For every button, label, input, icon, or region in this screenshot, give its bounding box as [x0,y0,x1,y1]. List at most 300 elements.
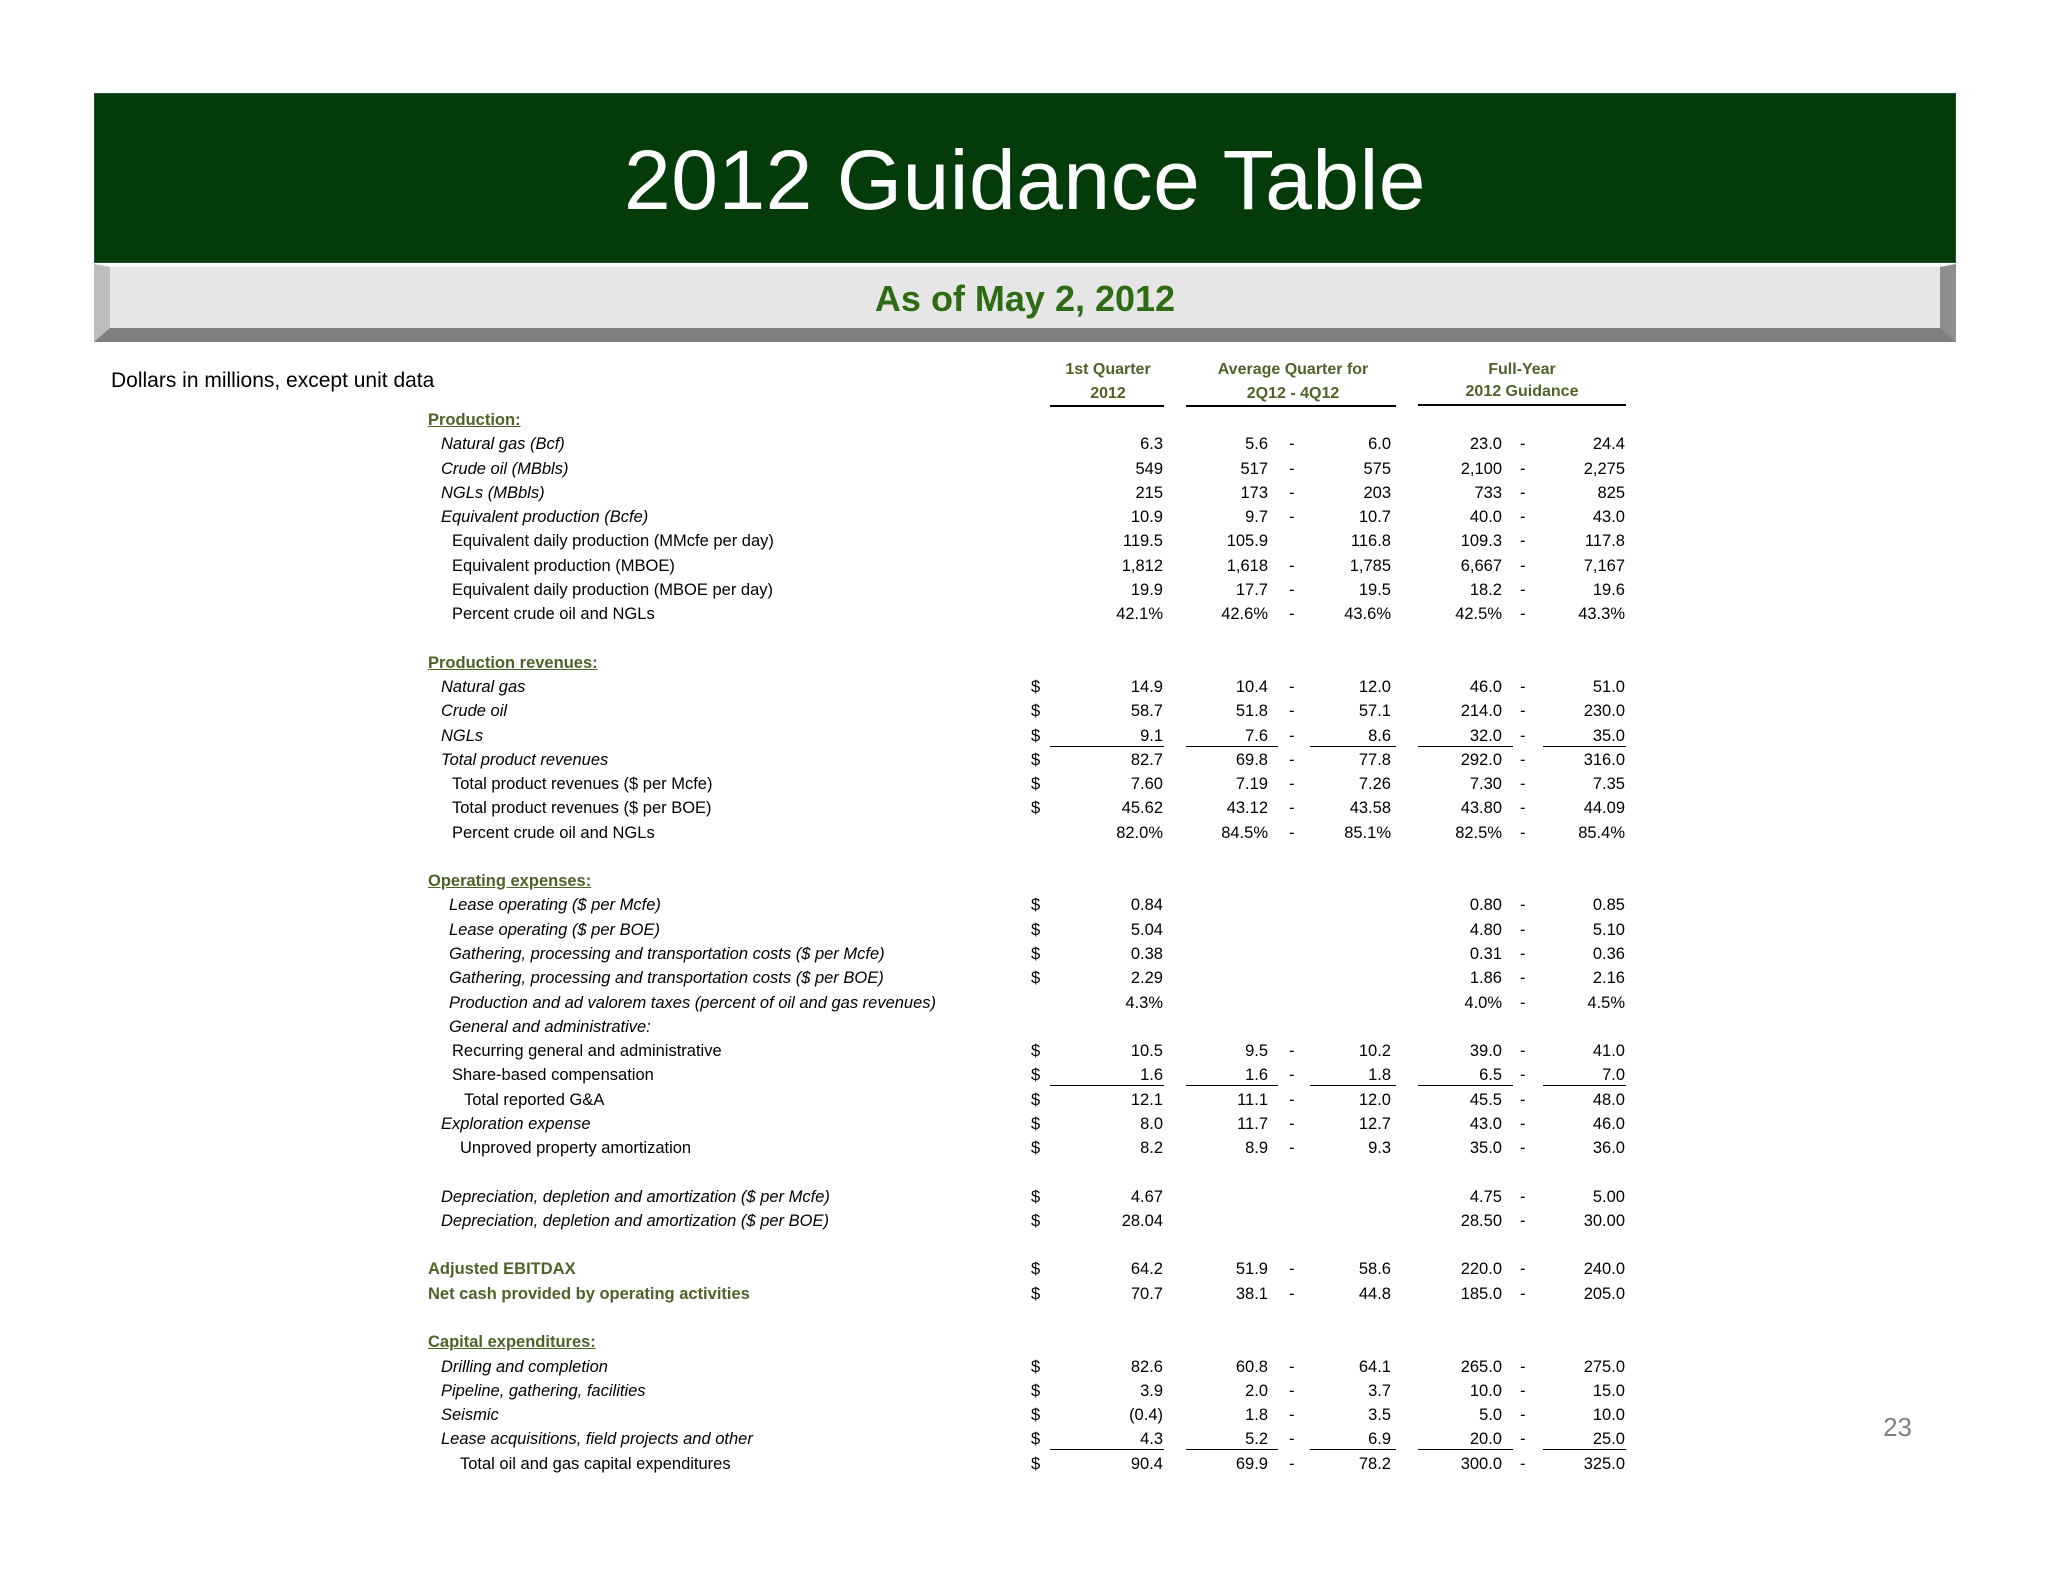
range-dash: - [1520,459,1526,478]
cell-q1-2012: 8.2 [1140,1139,1163,1158]
row-label: Lease operating ($ per Mcfe) [449,896,661,915]
range-dash: - [1520,1406,1526,1425]
range-dash: - [1289,1284,1295,1303]
subtotal-rule [1186,1449,1278,1450]
cell-fy-high: 30.00 [1583,1211,1625,1230]
cell-avg-low: 2.0 [1245,1381,1268,1400]
subtotal-rule [1310,1449,1396,1450]
cell-fy-high: 825 [1597,483,1625,502]
cell-fy-high: 7.35 [1592,775,1625,793]
subtotal-rule [1050,1449,1164,1450]
cell-q1-2012: 3.9 [1140,1381,1163,1400]
column-header-fy-line1: Full-Year [1488,361,1556,378]
cell-fy-low: 733 [1474,483,1502,502]
table-row [0,1330,2048,1354]
cell-avg-low: 173 [1240,483,1268,502]
cell-avg-high: 575 [1363,459,1391,478]
cell-fy-low: 5.0 [1479,1406,1502,1425]
row-label: Gathering, processing and transportation costs ($ per BOE) [449,969,884,988]
row-label: Percent crude oil and NGLs [452,605,655,624]
table-row [0,1063,2048,1087]
page-number: 23 [1883,1412,1912,1442]
range-dash: - [1520,1454,1526,1473]
range-dash: - [1289,726,1295,745]
cell-avg-low: 8.9 [1245,1139,1268,1158]
cell-fy-high: 35.0 [1592,726,1625,745]
subtotal-rule [1050,746,1164,747]
cell-q1-2012: (0.4) [1129,1406,1163,1425]
cell-avg-high: 7.26 [1358,775,1391,793]
dollar-sign: $ [1031,1430,1041,1449]
row-label: Equivalent production (Bcfe) [441,508,649,527]
cell-fy-low: 28.50 [1460,1211,1502,1230]
page-subtitle: As of May 2, 2012 [874,278,1176,319]
range-dash: - [1289,1406,1295,1425]
range-dash: - [1520,532,1526,551]
cell-avg-low: 7.19 [1235,775,1268,793]
column-header-avg-line1: Average Quarter for [1217,361,1369,378]
cell-fy-low: 42.5% [1455,605,1502,624]
range-dash: - [1520,969,1526,988]
table-row [0,1088,2048,1112]
cell-fy-high: 230.0 [1583,702,1625,721]
dollar-sign: $ [1031,1066,1041,1085]
cell-fy-low: 39.0 [1469,1042,1502,1060]
cell-q1-2012: 45.62 [1121,799,1163,818]
cell-q1-2012: 0.38 [1130,944,1163,963]
cell-q1-2012: 10.9 [1130,508,1163,527]
dollar-sign: $ [1031,702,1041,721]
cell-avg-low: 11.1 [1237,1090,1268,1109]
cell-avg-high: 12.0 [1358,678,1391,696]
cell-avg-low: 9.7 [1245,508,1268,527]
row-label: Natural gas [441,678,526,696]
cell-fy-high: 205.0 [1583,1284,1625,1303]
cell-fy-high: 85.4% [1578,823,1625,842]
column-header-fy-line2: 2012 Guidance [1465,383,1579,400]
cell-avg-low: 1.6 [1245,1066,1268,1085]
table-row [0,1136,2048,1160]
cell-avg-low: 517 [1240,459,1268,478]
cell-fy-low: 35.0 [1469,1139,1502,1158]
range-dash: - [1520,678,1526,696]
row-label: Exploration expense [441,1114,591,1133]
cell-fy-low: 214.0 [1460,702,1502,721]
cell-avg-high: 78.2 [1358,1454,1391,1473]
cell-fy-low: 6,667 [1460,556,1502,575]
cell-avg-low: 5.6 [1245,435,1268,454]
table-row [0,1427,2048,1451]
cell-avg-high: 44.8 [1358,1284,1391,1303]
cell-q1-2012: 82.0% [1116,823,1163,842]
cell-fy-low: 43.0 [1469,1114,1502,1133]
table-row [0,1015,2048,1039]
cell-fy-high: 240.0 [1583,1260,1625,1279]
row-label: Depreciation, depletion and amortization ($ per BOE) [441,1211,829,1230]
cell-fy-high: 7,167 [1583,556,1625,575]
cell-avg-high: 9.3 [1368,1139,1391,1158]
range-dash: - [1520,556,1526,575]
cell-avg-high: 57.1 [1358,702,1391,721]
subtotal-rule [1543,746,1626,747]
cell-avg-high: 43.6% [1344,605,1391,624]
table-row [0,457,2048,481]
cell-fy-low: 40.0 [1469,508,1502,527]
range-dash: - [1289,483,1295,502]
cell-q1-2012: 58.7 [1130,702,1163,721]
row-label: Share-based compensation [452,1066,654,1085]
range-dash: - [1520,1260,1526,1279]
cell-fy-high: 316.0 [1583,750,1625,769]
cell-avg-low: 5.2 [1245,1430,1268,1449]
range-dash: - [1289,1090,1295,1109]
range-dash: - [1520,1381,1526,1400]
cell-fy-low: 4.0% [1464,993,1502,1012]
cell-avg-high: 19.5 [1358,580,1391,599]
cell-avg-high: 6.9 [1368,1430,1391,1449]
cell-fy-low: 292.0 [1460,750,1502,769]
cell-fy-low: 220.0 [1460,1260,1502,1279]
cell-avg-high: 12.7 [1358,1114,1391,1133]
range-dash: - [1289,823,1295,842]
row-label: Depreciation, depletion and amortization ($ per Mcfe) [441,1187,830,1206]
section-heading: Production: [428,411,521,429]
range-dash: - [1520,726,1526,745]
cell-q1-2012: 8.0 [1140,1114,1163,1133]
cell-fy-low: 10.0 [1469,1381,1502,1400]
table-row [0,1452,2048,1476]
cell-avg-low: 1.8 [1245,1406,1268,1425]
subtotal-rule [1310,746,1396,747]
section-heading: Capital expenditures: [428,1333,596,1352]
row-label: Crude oil [441,702,508,721]
cell-fy-low: 18.2 [1469,580,1502,599]
cell-avg-high: 1,785 [1349,556,1391,575]
row-label: Lease operating ($ per BOE) [449,920,660,939]
dollar-sign: $ [1031,920,1041,939]
range-dash: - [1520,1139,1526,1158]
subtotal-rule [1310,1085,1396,1086]
cell-fy-low: 0.31 [1469,944,1502,963]
cell-q1-2012: 28.04 [1121,1211,1163,1230]
range-dash: - [1520,1187,1526,1206]
cell-q1-2012: 14.9 [1130,678,1163,696]
range-dash: - [1520,1211,1526,1230]
row-label: Total product revenues ($ per Mcfe) [452,775,713,793]
cell-avg-low: 9.5 [1245,1042,1268,1060]
row-label: Percent crude oil and NGLs [452,823,655,842]
row-label: Equivalent daily production (MMcfe per day) [452,532,774,551]
cell-fy-high: 41.0 [1592,1042,1625,1060]
range-dash: - [1520,775,1526,793]
cell-fy-high: 15.0 [1592,1381,1625,1400]
cell-fy-high: 5.10 [1592,920,1625,939]
cell-fy-high: 44.09 [1583,799,1625,818]
dollar-sign: $ [1031,1357,1041,1376]
row-label: Recurring general and administrative [452,1042,722,1060]
row-label: Lease acquisitions, field projects and other [441,1430,753,1449]
table-row [0,796,2048,820]
cell-avg-low: 69.8 [1235,750,1268,769]
cell-fy-high: 2.16 [1592,969,1625,988]
column-header-q1-line1: 1st Quarter [1065,361,1151,378]
cell-avg-high: 3.7 [1368,1381,1391,1400]
range-dash: - [1520,508,1526,527]
dollar-sign: $ [1031,1406,1041,1425]
cell-avg-low: 51.8 [1235,702,1268,721]
dollar-sign: $ [1031,969,1041,988]
cell-fy-high: 5.00 [1592,1187,1625,1206]
cell-fy-high: 4.5% [1587,993,1625,1012]
cell-fy-high: 275.0 [1583,1357,1625,1376]
range-dash: - [1289,1430,1295,1449]
cell-avg-low: 10.4 [1235,678,1268,696]
range-dash: - [1289,1114,1295,1133]
range-dash: - [1520,750,1526,769]
cell-avg-high: 6.0 [1368,435,1391,454]
cell-q1-2012: 10.5 [1130,1042,1163,1060]
cell-fy-low: 7.30 [1469,775,1502,793]
table-row [0,1112,2048,1136]
table-row [0,1379,2048,1403]
table-row [0,893,2048,917]
table-row [0,602,2048,626]
range-dash: - [1289,508,1295,527]
range-dash: - [1289,1260,1295,1279]
dollar-sign: $ [1031,1090,1041,1109]
cell-avg-high: 8.6 [1368,726,1391,745]
table-row [0,942,2048,966]
row-label: Natural gas (Bcf) [441,435,565,454]
cell-fy-high: 43.3% [1578,605,1625,624]
table-row [0,675,2048,699]
cell-avg-low: 17.7 [1235,580,1268,599]
table-row [0,821,2048,845]
dollar-sign: $ [1031,1284,1041,1303]
cell-fy-low: 109.3 [1460,532,1502,551]
range-dash: - [1289,605,1295,624]
range-dash: - [1289,1139,1295,1158]
range-dash: - [1520,483,1526,502]
row-label: Crude oil (MBbls) [441,459,569,478]
section-heading: Production revenues: [428,653,598,672]
row-label: Total product revenues ($ per BOE) [452,799,712,818]
cell-avg-high: 64.1 [1358,1357,1391,1376]
row-label: Gathering, processing and transportation costs ($ per Mcfe) [449,944,885,963]
cell-q1-2012: 1,812 [1121,556,1163,575]
range-dash: - [1289,580,1295,599]
cell-fy-low: 4.80 [1469,920,1502,939]
range-dash: - [1289,775,1295,793]
dollar-sign: $ [1031,1260,1041,1279]
cell-avg-low: 7.6 [1245,726,1268,745]
cell-avg-low: 38.1 [1235,1284,1268,1303]
cell-fy-high: 0.85 [1592,896,1625,915]
range-dash: - [1289,1381,1295,1400]
table-row [0,869,2048,893]
range-dash: - [1289,459,1295,478]
range-dash: - [1520,1357,1526,1376]
range-dash: - [1520,702,1526,721]
row-label: Adjusted EBITDAX [428,1260,576,1279]
table-row [0,1355,2048,1379]
cell-avg-high: 43.58 [1349,799,1391,818]
column-header-q1-rule [1050,405,1164,407]
range-dash: - [1520,1284,1526,1303]
cell-avg-low: 42.6% [1221,605,1268,624]
range-dash: - [1289,678,1295,696]
cell-fy-low: 2,100 [1460,459,1502,478]
range-dash: - [1520,993,1526,1012]
cell-q1-2012: 70.7 [1130,1284,1163,1303]
cell-avg-high: 77.8 [1358,750,1391,769]
cell-fy-high: 51.0 [1592,678,1625,696]
cell-fy-low: 46.0 [1469,678,1502,696]
subtitle-banner [94,264,1956,342]
row-label: NGLs [441,726,484,745]
cell-fy-high: 46.0 [1592,1114,1625,1133]
row-label: Total product revenues [441,750,609,769]
subtotal-rule [1543,1085,1626,1086]
cell-avg-low: 105.9 [1226,532,1268,551]
table-row [0,408,2048,432]
cell-fy-high: 43.0 [1592,508,1625,527]
range-dash: - [1520,944,1526,963]
range-dash: - [1289,435,1295,454]
range-dash: - [1520,799,1526,818]
cell-fy-low: 1.86 [1469,969,1502,988]
row-label: Seismic [441,1406,499,1425]
cell-avg-low: 1,618 [1226,556,1268,575]
column-header-q1-line2: 2012 [1090,385,1126,402]
cell-avg-low: 84.5% [1221,823,1268,842]
table-row [0,481,2048,505]
row-label: Equivalent daily production (MBOE per day) [452,580,773,599]
cell-avg-high: 1.8 [1368,1066,1391,1085]
dollar-sign: $ [1031,726,1041,745]
table-row [0,1039,2048,1063]
cell-avg-low: 60.8 [1235,1357,1268,1376]
dollar-sign: $ [1031,1139,1041,1158]
cell-fy-high: 2,275 [1583,459,1625,478]
table-row [0,918,2048,942]
cell-q1-2012: 4.3% [1125,993,1163,1012]
row-label: Drilling and completion [441,1357,608,1376]
cell-fy-low: 32.0 [1469,726,1502,745]
dollar-sign: $ [1031,1187,1041,1206]
subtotal-rule [1418,1085,1513,1086]
table-row [0,699,2048,723]
table-row [0,578,2048,602]
cell-avg-high: 58.6 [1358,1260,1391,1279]
dollar-sign: $ [1031,750,1041,769]
cell-q1-2012: 549 [1135,459,1163,478]
cell-q1-2012: 19.9 [1130,580,1163,599]
cell-fy-low: 82.5% [1455,823,1502,842]
table-row [0,772,2048,796]
cell-q1-2012: 4.3 [1140,1430,1163,1449]
cell-fy-low: 23.0 [1469,435,1502,454]
range-dash: - [1520,435,1526,454]
range-dash: - [1520,920,1526,939]
range-dash: - [1520,1042,1526,1060]
cell-avg-high: 203 [1363,483,1391,502]
cell-q1-2012: 2.29 [1130,969,1163,988]
subtotal-rule [1543,1449,1626,1450]
row-label: General and administrative: [449,1017,651,1036]
range-dash: - [1289,1066,1295,1085]
range-dash: - [1520,1430,1526,1449]
range-dash: - [1289,556,1295,575]
cell-q1-2012: 215 [1135,483,1163,502]
cell-fy-low: 43.80 [1460,799,1502,818]
cell-avg-high: 3.5 [1368,1406,1391,1425]
cell-avg-high: 85.1% [1344,823,1391,842]
table-row [0,529,2048,553]
cell-avg-low: 43.12 [1226,799,1268,818]
dollar-sign: $ [1031,944,1041,963]
range-dash: - [1289,799,1295,818]
cell-fy-low: 185.0 [1460,1284,1502,1303]
dollar-sign: $ [1031,799,1041,818]
dollar-sign: $ [1031,1381,1041,1400]
page-title: 2012 Guidance Table [624,133,1426,227]
cell-fy-high: 19.6 [1592,580,1625,599]
row-label: Unproved property amortization [460,1139,692,1158]
row-label: NGLs (MBbls) [441,483,545,502]
range-dash: - [1520,896,1526,915]
row-label: Equivalent production (MBOE) [452,556,675,575]
range-dash: - [1520,1090,1526,1109]
row-label: Total reported G&A [464,1090,605,1109]
title-banner [94,93,1956,263]
range-dash: - [1289,1357,1295,1376]
cell-q1-2012: 119.5 [1122,532,1163,551]
subtotal-rule [1186,746,1278,747]
dollar-sign: $ [1031,775,1041,793]
dollar-sign: $ [1031,1211,1041,1230]
cell-q1-2012: 82.7 [1130,750,1163,769]
cell-q1-2012: 7.60 [1130,775,1163,793]
row-label: Net cash provided by operating activities [428,1284,750,1303]
cell-fy-high: 7.0 [1602,1066,1625,1085]
range-dash: - [1289,1042,1295,1060]
units-note: Dollars in millions, except unit data [111,369,435,392]
table-row [0,1257,2048,1281]
dollar-sign: $ [1031,1042,1041,1060]
subtotal-rule [1418,1449,1513,1450]
cell-q1-2012: 64.2 [1130,1260,1163,1279]
subtotal-rule [1418,746,1513,747]
cell-q1-2012: 9.1 [1140,726,1163,745]
table-row [0,554,2048,578]
cell-fy-low: 0.80 [1469,896,1502,915]
cell-q1-2012: 90.4 [1130,1454,1163,1473]
table-row [0,748,2048,772]
row-label: Pipeline, gathering, facilities [441,1381,646,1400]
range-dash: - [1520,580,1526,599]
table-row [0,724,2048,748]
cell-fy-high: 24.4 [1592,435,1625,454]
dollar-sign: $ [1031,678,1041,696]
cell-fy-high: 48.0 [1592,1090,1625,1109]
table-row [0,432,2048,456]
subtotal-rule [1186,1085,1278,1086]
cell-avg-low: 11.7 [1237,1114,1268,1133]
cell-fy-high: 36.0 [1592,1139,1625,1158]
cell-fy-low: 20.0 [1469,1430,1502,1449]
table-row [0,1185,2048,1209]
